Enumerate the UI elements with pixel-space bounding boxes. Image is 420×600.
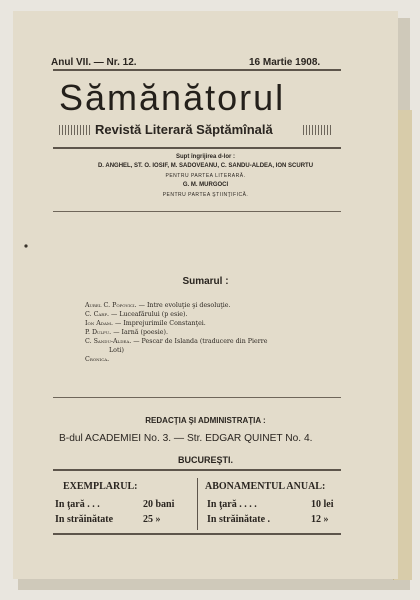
list-item: [85, 337, 325, 346]
summary-title: Loti): [109, 347, 124, 354]
summary-author: Cronica.: [85, 356, 110, 363]
annual-price-value-abroad: 12 »: [311, 514, 329, 525]
divider-editors-top: [53, 147, 341, 149]
summary-author: C. Sandu-Aldea.: [85, 338, 132, 345]
summary-title: — Imprejurimile Constanţei.: [113, 320, 206, 327]
issue-date: 16 Martie 1908.: [249, 57, 321, 68]
editors-science-name: G. M. MURGOCI: [182, 182, 229, 188]
annual-price-label-abroad: In străinătate .: [207, 514, 271, 525]
summary-list: [85, 301, 325, 364]
admin-heading: REDACŢIA ŞI ADMINISTRAŢIA :: [145, 416, 266, 425]
editors-intro: Supt îngrijirea d-lor :: [175, 154, 235, 160]
margin-ink-dot-icon: [23, 243, 29, 249]
summary-heading: Sumarul :: [182, 276, 229, 287]
divider-prices-bottom: [53, 533, 341, 535]
summary-author: P. Dulfu.: [85, 329, 112, 336]
list-item: [85, 301, 325, 310]
editors-literary-names: D. ANGHEL, ST. O. IOSIF, M. SADOVEANU, C. SANDU-ALDEA, ION SCURTU: [97, 163, 314, 169]
divider-prices-top: [53, 469, 341, 471]
annual-price-label-domestic: In ţară . . . .: [207, 499, 257, 510]
summary-author: Aurel C. Popovici.: [85, 302, 137, 309]
single-price-value-abroad: 25 »: [143, 514, 161, 525]
single-price-heading: EXEMPLARUL:: [63, 481, 138, 492]
summary-title: — Pescar de Islanda (traducere din Pierre: [131, 338, 268, 345]
summary-author: C. Carp.: [85, 311, 110, 318]
hatch-ornament-right: [303, 125, 333, 135]
list-item: [85, 310, 325, 319]
editors-science-part: PENTRU PARTEA ŞTIINŢIFICĂ.: [162, 192, 249, 198]
summary-author: Ion Adam.: [85, 320, 114, 327]
admin-city: BUCUREŞTI.: [177, 455, 233, 465]
annual-price-value-domestic: 10 lei: [311, 499, 334, 510]
page-subtitle: Revistă Literară Săptămînală: [95, 122, 273, 137]
issue-number: Anul VII. — Nr. 12.: [51, 57, 137, 68]
page-title: Sămănătorul: [59, 77, 286, 118]
magazine-cover: [13, 11, 398, 579]
editors-literary-part: PENTRU PARTEA LITERARĂ.: [165, 173, 246, 179]
prices-separator: [197, 478, 198, 530]
list-item: [85, 319, 325, 328]
divider-top: [53, 69, 341, 71]
single-price-label-abroad: In străinătate: [55, 514, 114, 525]
hatch-ornament-left: [59, 125, 91, 135]
summary-title: — Luceafărului (p esie).: [109, 311, 188, 318]
annual-price-heading: ABONAMENTUL ANUAL:: [205, 481, 326, 492]
list-item: [85, 328, 325, 337]
list-item: [85, 346, 325, 355]
summary-title: — Intre evoluţie şi desoluţie.: [136, 302, 231, 309]
list-item: [85, 355, 325, 364]
single-price-label-domestic: In ţară . . .: [55, 499, 100, 510]
divider-editors-bottom: [53, 211, 341, 212]
divider-admin-top: [53, 397, 341, 398]
admin-address: B-dul ACADEMIEI No. 3. — Str. EDGAR QUINET No. 4.: [59, 433, 313, 444]
single-price-value-domestic: 20 bani: [143, 499, 175, 510]
summary-title: — Iarnă (poesie).: [111, 329, 168, 336]
